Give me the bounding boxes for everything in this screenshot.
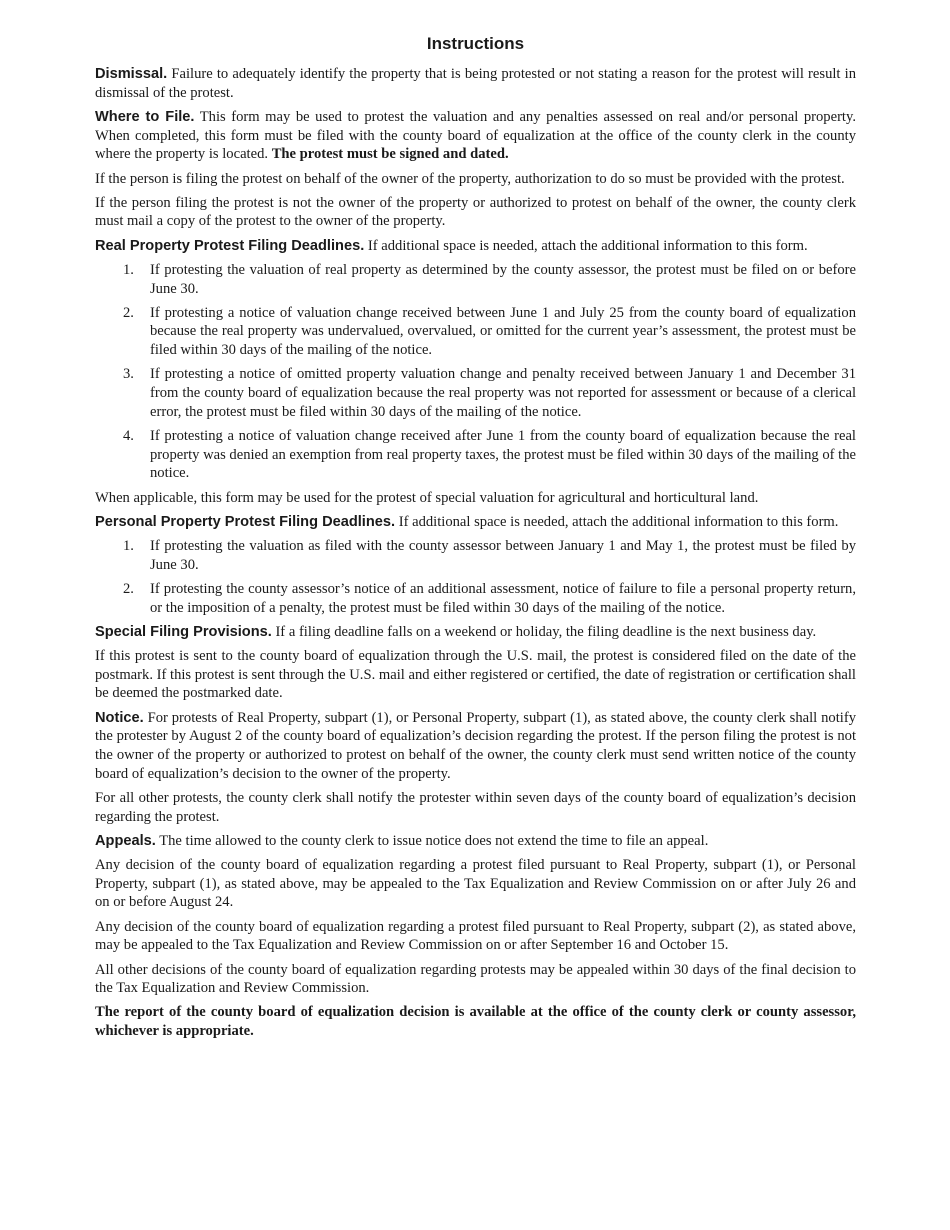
signed-dated-note: The protest must be signed and dated. <box>271 146 509 163</box>
list-number: 2. <box>123 304 134 321</box>
real-property-heading: Real Property Protest Filing Deadlines. <box>95 237 365 254</box>
postmark-paragraph: If this protest is sent to the county board of equalization through the U.S. mail, the protest is considered filed on the date of the postmark. If this protest is sent through the U.S. mail and either registered or certified, the date of registration or certification shall be deemed the postmarked date. <box>95 647 856 702</box>
other-protests-paragraph: For all other protests, the county clerk shall notify the protester within seven days of the county board of equalization’s decision regarding the protest. <box>95 789 856 825</box>
list-text: If protesting a notice of valuation change received between June 1 and July 25 from the county board of equalization because the real property was undervalued, overvalued, or omitted for the current year’s assessment, the protest must be filed within 30 days of the mailing of the notice. <box>150 304 856 359</box>
list-number: 3. <box>123 366 134 383</box>
personal-property-text: If additional space is needed, attach the additional information to this form. <box>395 513 839 530</box>
dismissal-text: Failure to adequately identify the property that is being protested or not stating a reason for the protest will result in dismissal of the protest. <box>95 66 856 101</box>
special-valuation-paragraph: When applicable, this form may be used for the protest of special valuation for agricultural and horticultural land. <box>95 489 759 506</box>
list-text: If protesting the county assessor’s notice of an additional assessment, notice of failure to file a personal property return, or the imposition of a penalty, the protest must be filed within 30 days of the mailing of the notice. <box>150 580 856 616</box>
list-text: If protesting a notice of omitted property valuation change and penalty received between January 1 and December 31 from the county board of equalization because the real property was not reported for assessment or because of a clerical error, the protest must be filed within 30 days of the mailing of the notice. <box>150 366 856 420</box>
appeals-text: The time allowed to the county clerk to issue notice does not extend the time to file an appeal. <box>155 832 709 849</box>
authorization-paragraph: If the person is filing the protest on behalf of the owner of the property, authorization to do so must be provided with the protest. <box>95 170 845 187</box>
real-property-text: If additional space is needed, attach the additional information to this form. <box>364 237 808 254</box>
appeal-subpart2-paragraph: Any decision of the county board of equalization regarding a protest filed pursuant to Real Property, subpart (2), as stated above, may be appealed to the Tax Equalization and Review Commission on or after September 16 and October 15. <box>95 918 856 954</box>
list-number: 1. <box>123 261 134 278</box>
personal-property-list <box>95 537 856 617</box>
list-item <box>95 304 856 360</box>
list-item <box>95 580 856 617</box>
where-to-file-text: This form may be used to protest the valuation and any penalties assessed on real and/or personal property. When completed, this form must be filed with the county board of equalization at the office of the county clerk in the county where the property is located. <box>95 108 856 163</box>
list-item <box>95 261 856 298</box>
dismissal-heading: Dismissal. <box>95 66 168 82</box>
where-to-file-paragraph <box>95 108 856 164</box>
list-number: 1. <box>123 537 134 554</box>
dismissal-paragraph <box>95 65 856 102</box>
list-item <box>95 365 856 421</box>
list-text: If protesting the valuation of real property as determined by the county assessor, the protest must be filed on or before June 30. <box>150 261 856 297</box>
list-number: 2. <box>123 580 134 597</box>
special-filing-text: If a filing deadline falls on a weekend or holiday, the filing deadline is the next business day. <box>271 623 817 640</box>
instructions-page <box>95 33 856 1046</box>
notice-heading: Notice. <box>95 709 144 726</box>
notice-text: For protests of Real Property, subpart (1), or Personal Property, subpart (1), as stated above, the county clerk shall notify the protester by August 2 of the county board of equalization’s decision regarding the protest. If the person filing the protest is not the owner of the property or authorized to protest on behalf of the owner, the county clerk must send written notice of the county board of equalization’s decision to the owner of the property. <box>95 709 856 782</box>
real-property-paragraph <box>95 237 856 256</box>
list-item <box>95 537 856 574</box>
owner-copy-paragraph: If the person filing the protest is not the owner of the property or authorized to protest on behalf of the owner, the county clerk must mail a copy of the protest to the owner of the property. <box>95 194 856 230</box>
personal-property-paragraph <box>95 513 856 532</box>
list-item <box>95 427 856 483</box>
special-filing-heading: Special Filing Provisions. <box>95 623 272 640</box>
closing-note: The report of the county board of equalization decision is available at the office of the county clerk or county assessor, whichever is appropriate. <box>95 1004 856 1040</box>
where-to-file-heading: Where to File. <box>95 108 195 125</box>
appeal-subpart1-paragraph: Any decision of the county board of equalization regarding a protest filed pursuant to Real Property, subpart (1), or Personal Property, subpart (1), as stated above, may be appealed to the Tax Equalization and Review Commission on or after July 26 and on or before August 24. <box>95 857 856 911</box>
special-filing-paragraph <box>95 623 856 642</box>
appeals-heading: Appeals. <box>95 832 156 849</box>
list-text: If protesting a notice of valuation change received after June 1 from the county board of equalization because the real property was denied an exemption from real property taxes, the protest must be filed within 30 days of the mailing of the notice. <box>150 427 856 482</box>
appeals-paragraph <box>95 832 856 851</box>
page-title: Instructions <box>426 34 525 53</box>
notice-paragraph <box>95 709 856 784</box>
real-property-list <box>95 261 856 483</box>
appeal-other-paragraph: All other decisions of the county board of equalization regarding protests may be appealed within 30 days of the final decision to the Tax Equalization and Review Commission. <box>95 961 856 997</box>
list-number: 4. <box>123 427 134 444</box>
list-text: If protesting the valuation as filed with the county assessor between January 1 and May 1, the protest must be filed by June 30. <box>150 537 856 573</box>
personal-property-heading: Personal Property Protest Filing Deadlines. <box>95 513 396 530</box>
